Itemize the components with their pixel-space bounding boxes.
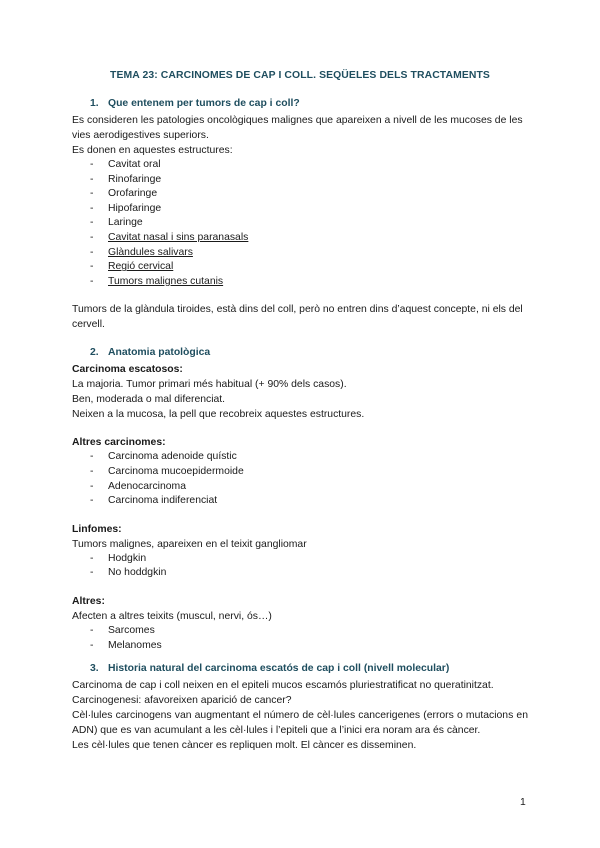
list-item: - Laringe <box>90 217 143 229</box>
altres-label: Altres: <box>72 595 105 607</box>
limfomes-list <box>72 552 528 581</box>
page-number: 1 <box>520 797 526 808</box>
list-item: - Sarcomes <box>90 624 155 636</box>
section-3-heading: 3. Historia natural del carcinoma escatós de cap i coll (nivell molecular) <box>90 663 450 675</box>
altres-list <box>72 624 528 653</box>
altres-carcinomes-list <box>72 450 528 508</box>
escatosos-line: La majoria. Tumor primari més habitual (+ 90% dels casos). <box>72 379 347 391</box>
document-title: TEMA 23: CARCINOMES DE CAP I COLL. SEQÜELES DELS TRACTAMENTS <box>110 70 490 81</box>
document-page <box>72 70 528 753</box>
list-item: - Cavitat nasal i sins paranasals <box>90 231 249 243</box>
list-item: - Hipofaringe <box>90 202 162 214</box>
list-item: - Carcinoma adenoide quístic <box>90 451 237 463</box>
list-item: - Hodgkin <box>90 552 147 564</box>
escatosos-line: Neixen a la mucosa, la pell que recobreix aquestes estructures. <box>72 409 365 421</box>
limfomes-label: Linfomes: <box>72 523 122 535</box>
list-item: - Carcinoma indiferenciat <box>90 495 218 507</box>
list-item: - No hoddgkin <box>90 567 167 579</box>
list-item: - Regió cervical <box>90 261 174 273</box>
section-1-note: Tumors de la glàndula tiroides, està dins del coll, però no entren dins d’aquest concepte, ni els del cervell. <box>72 304 523 331</box>
section-1-lead: Es donen en aquestes estructures: <box>72 145 233 156</box>
altres-line: Afecten a altres teixits (muscul, nervi, ós…) <box>72 610 272 622</box>
list-item: - Glàndules salivars <box>90 246 193 258</box>
list-item: - Orofaringe <box>90 188 158 200</box>
list-item: - Rinofaringe <box>90 173 162 185</box>
list-item: - Carcinoma mucoepidermoide <box>90 465 244 477</box>
section-3-line: Cèl·lules carcinogens van augmentant el número de cèl·lules cancerigenes (errors o mutacions en ADN) que es van acumulant a les cèl·lules i l’epiteli que a l’inici era noram ara és càncer. <box>72 710 528 737</box>
escatosos-line: Ben, moderada o mal diferenciat. <box>72 394 226 406</box>
escatosos-label: Carcinoma escatosos: <box>72 364 183 376</box>
section-3-line: Carcinoma de cap i coll neixen en el epiteli mucos escamós pluriestratificat no queratinitzat. <box>72 680 494 692</box>
limfomes-line: Tumors malignes, apareixen en el teixit gangliomar <box>72 538 307 550</box>
section-2-heading: 2. Anatomia patològica <box>90 347 211 359</box>
section-3-line: Les cèl·lules que tenen càncer es repliquen molt. El càncer es disseminen. <box>72 740 417 752</box>
section-1-heading: 1. Que entenem per tumors de cap i coll? <box>90 98 300 109</box>
altres-carcinomes-label: Altres carcinomes: <box>72 437 166 449</box>
structures-list <box>72 158 528 289</box>
section-3-line: Carcinogenesi: afavoreixen aparició de cancer? <box>72 695 292 707</box>
section-1-intro: Es consideren les patologies oncològiques malignes que apareixen a nivell de les mucoses de les vies aerodigestives superiors. <box>72 115 523 141</box>
list-item: - Tumors malignes cutanis <box>90 275 224 287</box>
list-item: - Melanomes <box>90 639 162 651</box>
list-item: - Cavitat oral <box>90 159 161 170</box>
list-item: - Adenocarcinoma <box>90 480 186 492</box>
